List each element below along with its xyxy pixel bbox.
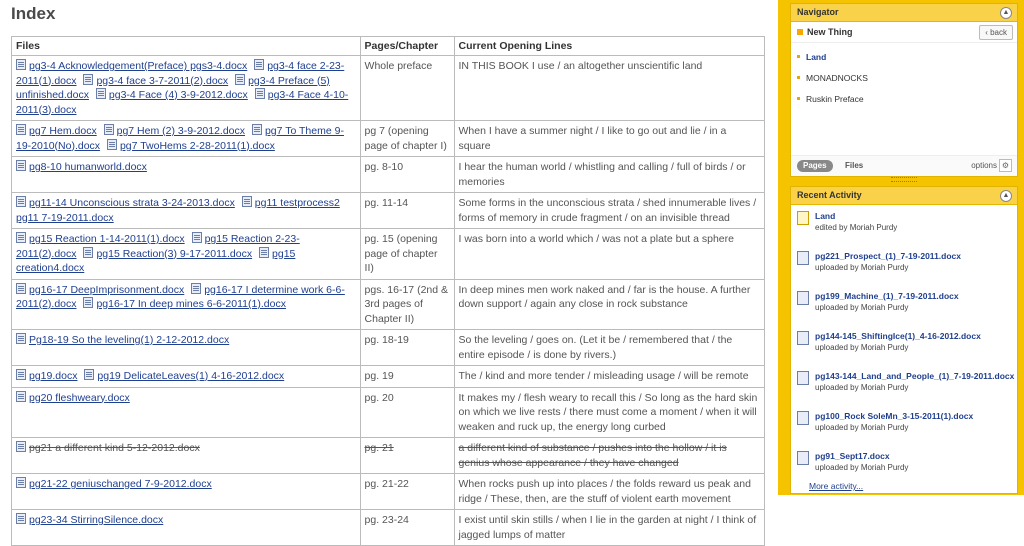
document-icon: [16, 441, 26, 452]
pages-cell: pg. 20: [360, 387, 454, 438]
document-icon: [83, 297, 93, 308]
document-icon: [16, 196, 26, 207]
document-icon: [191, 283, 201, 294]
resize-handle[interactable]: [891, 177, 917, 182]
page-title: Index: [11, 4, 56, 23]
document-icon: [16, 391, 26, 402]
file-link[interactable]: pg19.docx: [29, 370, 78, 382]
activity-meta: uploaded by Moriah Purdy: [815, 303, 909, 312]
document-icon: [254, 59, 264, 70]
file-link[interactable]: pg3-4 Acknowledgement(Preface) pgs3-4.docx: [29, 60, 248, 72]
sidebar: [778, 0, 1024, 495]
files-cell: [12, 229, 361, 280]
pages-cell: pg. 18-19: [360, 330, 454, 366]
bullet-icon: [797, 76, 800, 79]
document-icon: [16, 59, 26, 70]
bullet-icon: [797, 55, 800, 58]
table-row: [12, 157, 765, 193]
bullet-icon: [797, 97, 800, 100]
file-link[interactable]: pg15 Reaction 2-23-2011(2).docx: [16, 233, 300, 260]
pages-cell: pg 7 (opening page of chapter I): [360, 121, 454, 157]
pages-cell: pg. 19: [360, 366, 454, 388]
activity-meta: uploaded by Moriah Purdy: [815, 343, 909, 352]
table-row: [12, 438, 765, 474]
file-link[interactable]: pg19 DelicateLeaves(1) 4-16-2012.docx: [97, 370, 285, 382]
nav-item-ruskin-preface[interactable]: Ruskin Preface: [797, 89, 1017, 110]
table-row: [12, 121, 765, 157]
lines-cell: So the leveling / goes on. (Let it be / remembered that / the entire episode / is done by rivers.): [454, 330, 765, 366]
activity-item: [797, 211, 1013, 241]
activity-title-link[interactable]: Land: [815, 211, 836, 221]
file-link[interactable]: pg8-10 humanworld.docx: [29, 161, 147, 173]
document-icon: [235, 74, 245, 85]
activity-title-link[interactable]: pg199_Machine_(1)_7-19-2011.docx: [815, 291, 959, 301]
activity-item: [797, 371, 1013, 401]
pages-cell: pg. 15 (opening page of chapter II): [360, 229, 454, 280]
files-cell: [12, 330, 361, 366]
file-link[interactable]: pg3-4 Preface (5) unfinished.docx: [16, 74, 330, 101]
document-icon: [797, 331, 809, 345]
more-activity-link[interactable]: More activity...: [809, 481, 864, 491]
document-icon: [259, 247, 269, 258]
recent-activity-header: [791, 187, 1017, 205]
files-cell: [12, 474, 361, 510]
navigator-header: [791, 4, 1017, 22]
table-row: [12, 330, 765, 366]
document-icon: [96, 88, 106, 99]
gear-icon[interactable]: ⚙: [999, 159, 1012, 172]
activity-meta: uploaded by Moriah Purdy: [815, 263, 909, 272]
column-header-pages: Pages/Chapter: [360, 37, 454, 56]
document-icon: [16, 124, 26, 135]
file-link[interactable]: pg3-4 Face 4-10-2011(3).docx: [16, 89, 349, 116]
tab-pages[interactable]: Pages: [797, 160, 833, 172]
table-row: [12, 193, 765, 229]
document-icon: [797, 371, 809, 385]
nav-item-land[interactable]: Land: [797, 47, 1017, 68]
document-icon: [797, 291, 809, 305]
activity-meta: uploaded by Moriah Purdy: [815, 423, 909, 432]
collapse-icon[interactable]: ▲: [1000, 190, 1012, 202]
file-link[interactable]: pg3-4 face 3-7-2011(2).docx: [96, 74, 229, 87]
document-icon: [797, 411, 809, 425]
file-link[interactable]: pg16-17 I determine work 6-6-2011(2).docx: [16, 283, 345, 310]
activity-item: [797, 251, 1013, 281]
navigator-title: Navigator: [797, 7, 839, 17]
file-link[interactable]: pg7 Hem (2) 3-9-2012.docx: [116, 125, 246, 137]
document-icon: [84, 369, 94, 380]
table-row: [12, 366, 765, 388]
lines-cell: When rocks push up into places / the folds reward us peak and ridge / These, then, are the stuff of violent earth movement: [454, 474, 765, 510]
collapse-icon[interactable]: ▲: [1000, 7, 1012, 19]
file-link[interactable]: pg16-17 In deep mines 6-6-2011(1).docx: [96, 298, 286, 310]
document-icon: [16, 477, 26, 488]
document-icon: [797, 251, 809, 265]
lines-cell: In deep mines men work naked and / far is the house. A further down support / again any close in rock substance: [454, 279, 765, 330]
navigator-panel: [790, 3, 1018, 177]
activity-item: [797, 291, 1013, 321]
document-icon: [242, 196, 252, 207]
file-link[interactable]: pg3-4 face 2-23-2011(1).docx: [16, 60, 345, 87]
column-header-lines: Current Opening Lines: [454, 37, 765, 56]
activity-item: [797, 451, 1013, 481]
document-icon: [16, 369, 26, 380]
file-link[interactable]: pg7 To Theme 9-19-2010(No).docx: [16, 125, 344, 152]
files-cell: [12, 121, 361, 157]
lines-cell: IN THIS BOOK I use / an altogether unscientific land: [454, 56, 765, 121]
files-cell: [12, 438, 361, 474]
activity-meta: uploaded by Moriah Purdy: [815, 463, 909, 472]
document-icon: [83, 247, 93, 258]
files-cell: [12, 387, 361, 438]
file-link[interactable]: pg16-17 DeepImprisonment.docx: [29, 283, 185, 296]
table-header-row: [12, 37, 765, 56]
page-icon: [797, 29, 803, 35]
files-cell: [12, 366, 361, 388]
document-icon: [16, 283, 26, 294]
table-row: [12, 56, 765, 121]
table-row: [12, 474, 765, 510]
document-icon: [252, 124, 262, 135]
recent-activity-title: Recent Activity: [797, 190, 862, 200]
files-cell: [12, 157, 361, 193]
column-header-files: Files: [12, 37, 361, 56]
file-link[interactable]: pg7 TwoHems 2-28-2011(1).docx: [119, 139, 275, 152]
files-cell: [12, 56, 361, 121]
document-icon: [16, 513, 26, 524]
lines-cell: I exist until skin stills / when I lie in the garden at night / I think of jagged lumps of matter: [454, 510, 765, 546]
files-cell: [12, 510, 361, 546]
options-link[interactable]: options: [971, 161, 997, 170]
file-link[interactable]: pg21 a different kind 5-12-2012.docx: [29, 442, 200, 454]
file-link[interactable]: pg11-14 Unconscious strata 3-24-2013.docx: [29, 197, 235, 209]
pages-cell: pg. 11-14: [360, 193, 454, 229]
file-link[interactable]: pg20 fleshweary.docx: [29, 391, 130, 404]
file-link[interactable]: pg7 Hem.docx: [29, 125, 97, 137]
activity-item: [797, 411, 1013, 441]
activity-meta: edited by Moriah Purdy: [815, 223, 898, 232]
pages-cell: pgs. 16-17 (2nd & 3rd pages of Chapter II): [360, 279, 454, 330]
document-icon: [797, 451, 809, 465]
pages-cell: pg. 8-10: [360, 157, 454, 193]
table-row: [12, 510, 765, 546]
activity-title-link[interactable]: pg100_Rock SoleMn_3-15-2011(1).docx: [815, 411, 974, 421]
lines-cell: I hear the human world / whistling and calling / full of birds / or memories: [454, 157, 765, 193]
activity-item: [797, 331, 1013, 361]
recent-activity-panel: [790, 186, 1018, 494]
table-row: [12, 229, 765, 280]
edit-icon: [797, 211, 809, 225]
tab-files[interactable]: Files: [845, 161, 864, 170]
files-cell: [12, 193, 361, 229]
nav-new-thing[interactable]: New Thing: [797, 27, 853, 37]
file-link[interactable]: pg11 testprocess2 pg11 7-19-2011.docx: [16, 197, 340, 224]
lines-cell: The / kind and more tender / misleading usage / will be remote: [454, 366, 765, 388]
file-link[interactable]: pg15 Reaction 1-14-2011(1).docx: [29, 233, 185, 245]
activity-title-link[interactable]: pg91_Sept17.docx: [815, 451, 890, 461]
document-icon: [107, 139, 117, 150]
activity-meta: uploaded by Moriah Purdy: [815, 383, 909, 392]
table-row: [12, 387, 765, 438]
document-icon: [192, 232, 202, 243]
back-button[interactable]: ‹ back: [979, 25, 1013, 40]
lines-cell: When I have a summer night / I like to go out and lie / in a square: [454, 121, 765, 157]
document-icon: [83, 74, 93, 85]
activity-title-link[interactable]: pg221_Prospect_(1)_7-19-2011.docx: [815, 251, 961, 261]
lines-cell: Some forms in the unconscious strata / shed innumerable lives / forms of memory in crude fragment / on an invisible thread: [454, 193, 765, 229]
navigator-footer: [791, 155, 1017, 176]
file-link[interactable]: pg15 Reaction(3) 9-17-2011.docx: [96, 247, 253, 260]
document-icon: [16, 333, 26, 344]
navigator-list: [791, 43, 1017, 110]
activity-title-link[interactable]: pg144-145_ShiftingIce(1)_4-16-2012.docx: [815, 331, 981, 341]
pages-cell: pg. 21-22: [360, 474, 454, 510]
document-icon: [16, 160, 26, 171]
files-cell: [12, 279, 361, 330]
activity-title-link[interactable]: pg143-144_Land_and_People_(1)_7-19-2011.docx: [815, 371, 1015, 381]
nav-item-monadnocks[interactable]: MONADNOCKS: [797, 68, 1017, 89]
lines-cell: a different kind of substance / pushes into the hollow / it is genius whose appearance / they have changed: [454, 438, 765, 474]
file-link[interactable]: Pg18-19 So the leveling(1) 2-12-2012.docx: [29, 334, 230, 346]
document-icon: [16, 232, 26, 243]
pages-cell: pg. 23-24: [360, 510, 454, 546]
file-link[interactable]: pg23-34 StirringSilence.docx: [29, 514, 164, 526]
table-row: [12, 279, 765, 330]
pages-cell: Whole preface: [360, 56, 454, 121]
lines-cell: It makes my / flesh weary to recall this / So long as the hard skin on which we live rests / there must come a moment / when it will weaken and ruck up, the energy long curbed: [454, 387, 765, 438]
file-link[interactable]: pg3-4 Face (4) 3-9-2012.docx: [108, 89, 248, 101]
document-icon: [104, 124, 114, 135]
file-link[interactable]: pg15 creation4.docx: [16, 247, 296, 274]
document-icon: [255, 88, 265, 99]
index-table: [11, 36, 765, 546]
lines-cell: I was born into a world which / was not a plate but a sphere: [454, 229, 765, 280]
pages-cell: pg. 21: [360, 438, 454, 474]
file-link[interactable]: pg21-22 geniuschanged 7-9-2012.docx: [29, 478, 212, 490]
